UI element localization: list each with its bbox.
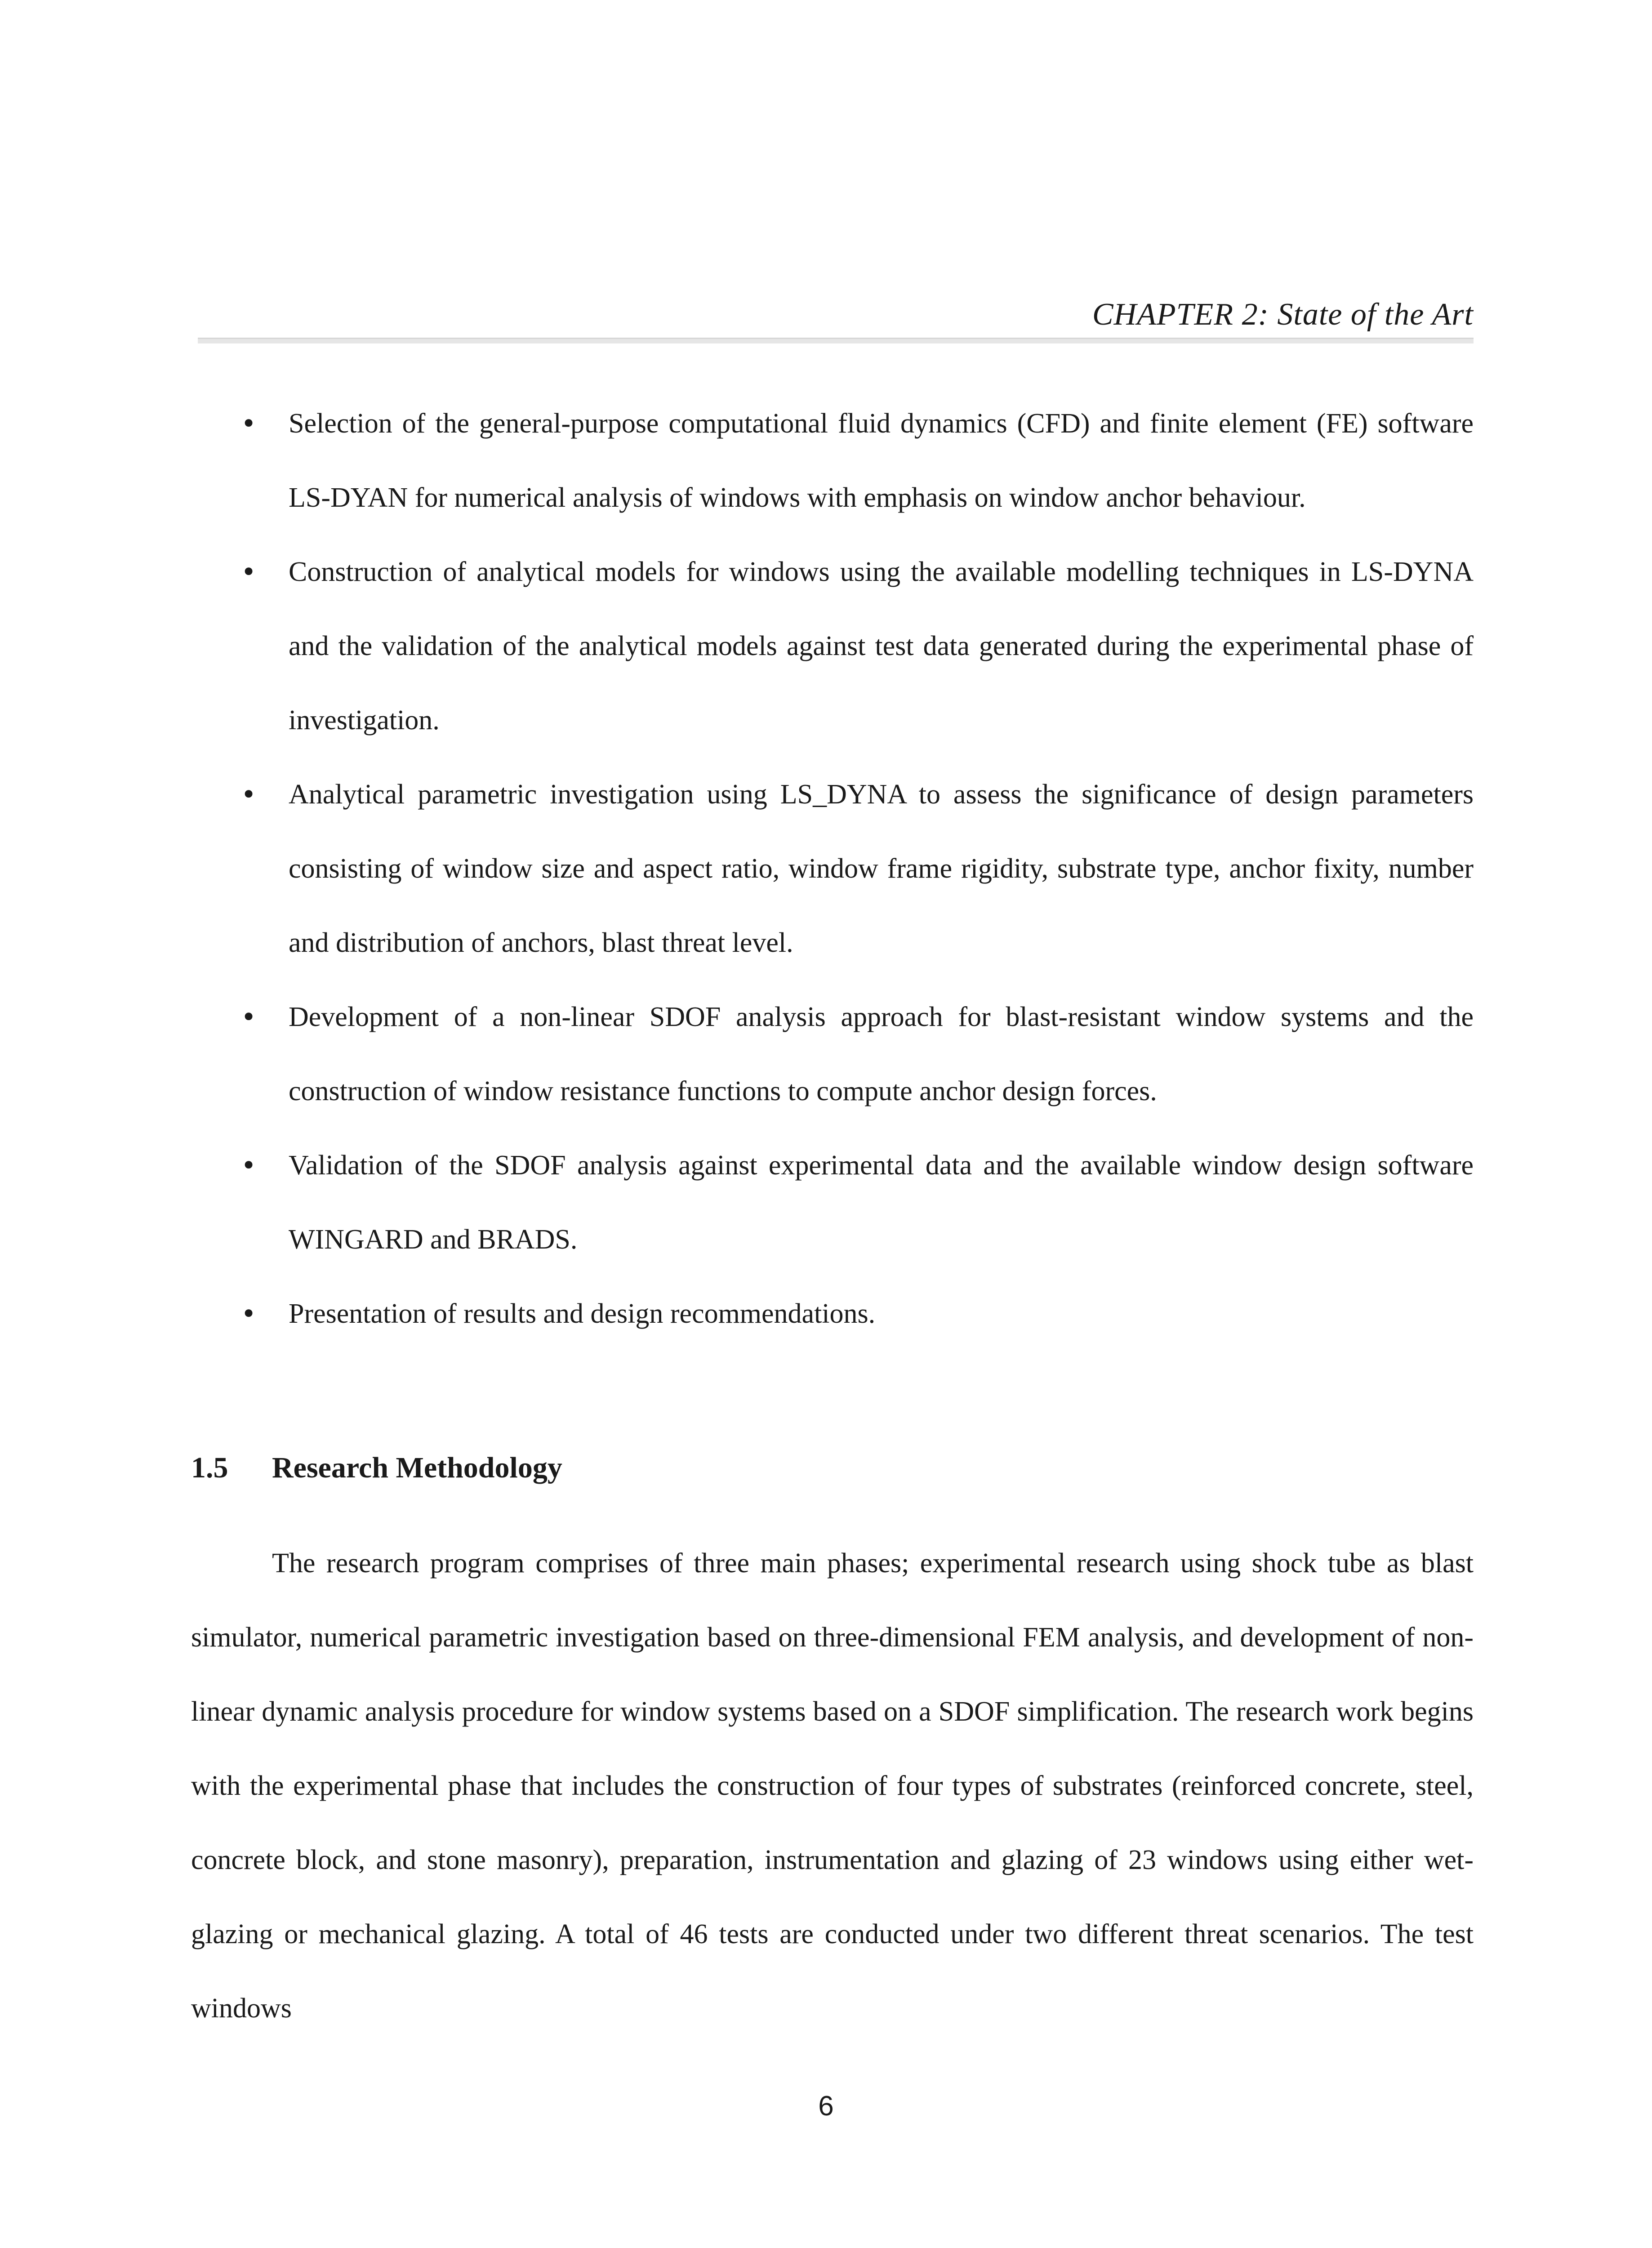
bullet-icon: • xyxy=(241,779,257,810)
list-item-text: Selection of the general-purpose computational fluid dynamics (CFD) and finite element (FE) software LS-DYAN for numerical analysis of windows with emphasis on window anchor behaviour. xyxy=(289,408,1474,513)
list-item xyxy=(198,1277,1474,1351)
section-number: 1.5 xyxy=(191,1451,228,1484)
page-number: 6 xyxy=(818,2091,834,2122)
bullet-icon: • xyxy=(241,1298,257,1329)
list-item-text: Construction of analytical models for windows using the available modelling techniques in LS-DYNA and the validation of the analytical models against test data generated during the experimental phase of investigation. xyxy=(289,557,1474,736)
list-item-text: Analytical parametric investigation using LS_DYNA to assess the significance of design parameters consisting of window size and aspect ratio, window frame rigidity, substrate type, anchor fixity, number and distribution of anchors, blast threat level. xyxy=(289,779,1474,958)
list-item xyxy=(198,387,1474,535)
list-item-text: Presentation of results and design recommendations. xyxy=(289,1298,876,1329)
body-paragraph: The research program comprises of three main phases; experimental research using shock tube as blast simulator, numerical parametric investigation based on three-dimensional FEM analysis, and development of non-linear dynamic analysis procedure for window systems based on a SDOF simplification. The research work begins with the experimental phase that includes the construction of four types of substrates (reinforced concrete, steel, concrete block, and stone masonry), preparation, instrumentation and glazing of 23 windows using either wet-glazing or mechanical glazing. A total of 46 tests are conducted under two different threat scenarios. The test windows xyxy=(191,1548,1474,2024)
list-item-text: Development of a non-linear SDOF analysis approach for blast-resistant window systems and the construction of window resistance functions to compute anchor design forces. xyxy=(289,1002,1474,1106)
bullet-icon: • xyxy=(241,1002,257,1032)
list-item xyxy=(198,758,1474,980)
section-title: Research Methodology xyxy=(272,1451,562,1484)
bullet-icon: • xyxy=(241,557,257,587)
list-item xyxy=(198,535,1474,758)
bullet-icon: • xyxy=(241,1150,257,1181)
bullet-icon: • xyxy=(241,408,257,439)
list-item-text: Validation of the SDOF analysis against experimental data and the available window design software WINGARD and BRADS. xyxy=(289,1150,1474,1255)
list-item xyxy=(198,980,1474,1128)
list-item xyxy=(198,1128,1474,1277)
section-heading xyxy=(191,1443,562,1493)
header-rule xyxy=(198,338,1474,343)
running-header: CHAPTER 2: State of the Art xyxy=(1092,297,1474,332)
objectives-list xyxy=(198,387,1474,1351)
